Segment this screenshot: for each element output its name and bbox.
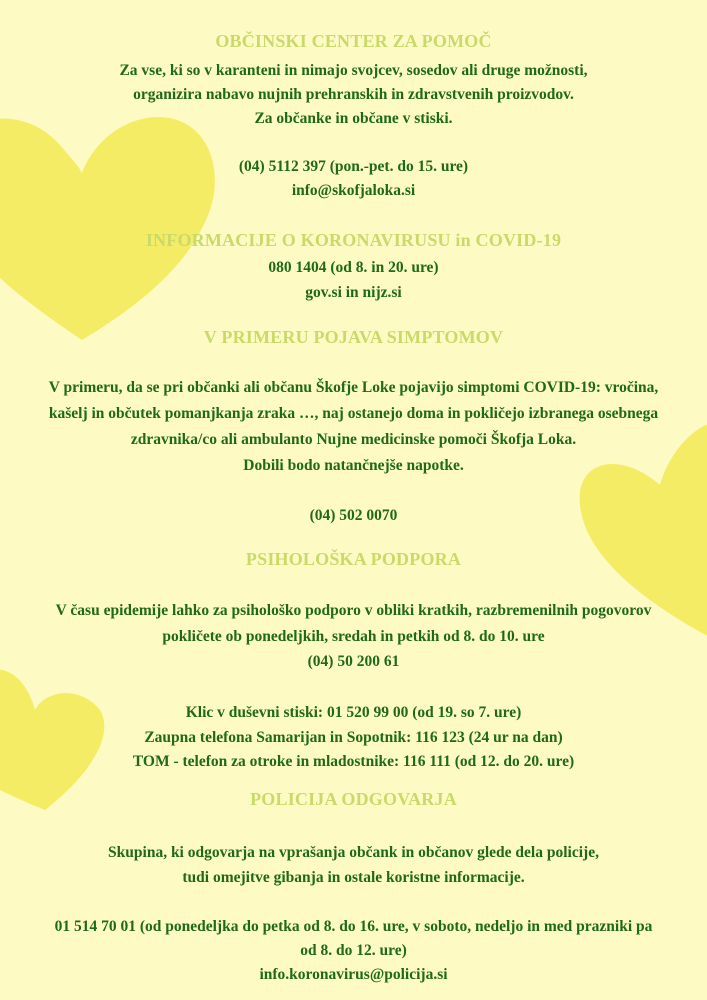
symptoms-text-line-1: V primeru, da se pri občanki ali občanu Škofje Loke pojavijo simptomi COVID-19: vročina,: [48, 379, 659, 396]
center-email: info@skofjaloka.si: [291, 182, 416, 199]
section-heading-psych: PSIHOLOŠKA PODPORA: [245, 549, 462, 569]
section-heading-corona: INFORMACIJE O KORONAVIRUSU in COVID-19: [145, 230, 562, 250]
hotline-line-1: Klic v duševni stiski: 01 520 99 00 (od 19. so 7. ure): [185, 704, 522, 721]
center-text-line-1: Za vse, ki so v karanteni in nimajo svojcev, sosedov ali druge možnosti,: [119, 62, 588, 79]
section-heading-symptoms: V PRIMERU POJAVA SIMPTOMOV: [203, 327, 504, 347]
psych-text-line-2: pokličete ob ponedeljkih, sredah in petkih od 8. do 10. ure: [162, 628, 545, 645]
police-phone-line-2: od 8. do 12. ure): [300, 942, 407, 959]
symptoms-text-line-3: zdravnika/co ali ambulanto Nujne medicinske pomoči Škofja Loka.: [130, 431, 577, 448]
psych-text-line-1: V času epidemije lahko za psihološko podporo v obliki kratkih, razbremenilnih pogovorov: [55, 602, 652, 619]
symptoms-text-line-4: Dobili bodo natančnejše napotke.: [243, 457, 464, 474]
police-phone-line-1: 01 514 70 01 (od ponedeljka do petka od 8. do 16. ure, v soboto, nedeljo in med prazniki pa: [54, 918, 653, 935]
center-phone: (04) 5112 397 (pon.-pet. do 15. ure): [238, 158, 469, 175]
corona-phone: 080 1404 (od 8. in 20. ure): [268, 259, 439, 276]
corona-sites: gov.si in nijz.si: [305, 284, 402, 301]
police-text-line-2: tudi omejitve gibanja in ostale koristne informacije.: [182, 869, 525, 886]
center-text-line-3: Za občanke in občane v stiski.: [254, 110, 453, 127]
psych-phone: (04) 50 200 61: [307, 653, 400, 670]
symptoms-phone: (04) 502 0070: [309, 507, 398, 524]
heart-top-left: [0, 95, 225, 355]
police-text-line-1: Skupina, ki odgovarja na vprašanja občank in občanov glede dela policije,: [108, 844, 599, 861]
hotline-line-2: Zaupna telefona Samarijan in Sopotnik: 116 123 (24 ur na dan): [144, 729, 563, 746]
police-email: info.koronavirus@policija.si: [259, 966, 448, 983]
hotline-line-3: TOM - telefon za otroke in mladostnike: 116 111 (od 12. do 20. ure): [132, 753, 575, 770]
symptoms-text-line-2: kašelj in občutek pomanjkanja zraka …, naj ostanejo doma in pokličejo izbranega osebnega: [48, 405, 659, 422]
section-heading-police: POLICIJA ODGOVARJA: [250, 789, 457, 809]
center-text-line-2: organizira nabavo nujnih prehranskih in zdravstvenih proizvodov.: [133, 86, 574, 103]
section-heading-center: OBČINSKI CENTER ZA POMOČ: [215, 31, 492, 51]
